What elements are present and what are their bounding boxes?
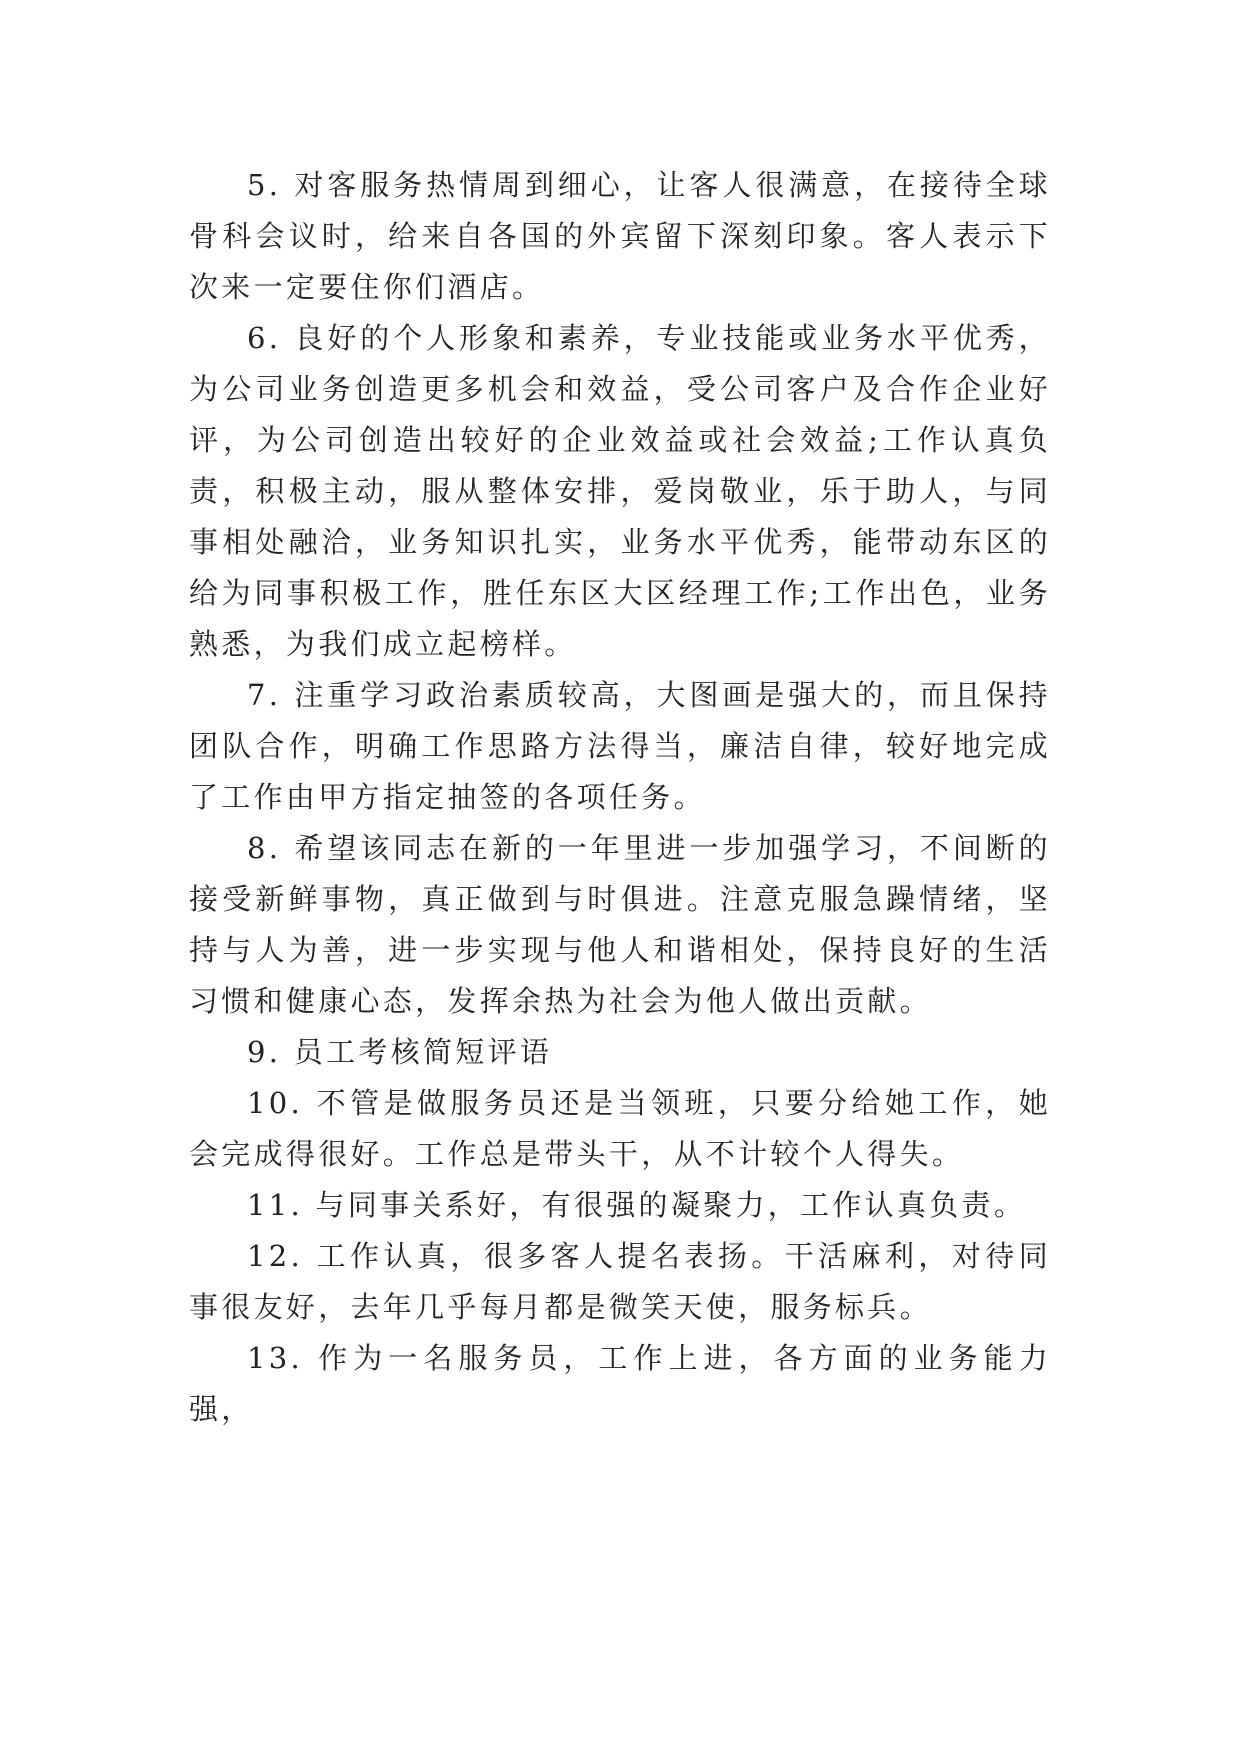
document-body [189, 160, 1051, 1435]
paragraph-13: 13. 作为一名服务员，工作上进，各方面的业务能力强， [189, 1341, 1051, 1426]
paragraph-6: 6. 良好的个人形象和素养，专业技能或业务水平优秀，为公司业务创造更多机会和效益，受公司客户及合作企业好评，为公司创造出较好的企业效益或社会效益;工作认真负责，积极主动，服从整体安排，爱岗敬业，乐于助人，与同事相处融洽，业务知识扎实，业务水平优秀，能带动东区的给为同事积极工作，胜任东区大区经理工作;工作出色，业务熟悉，为我们成立起榜样。 [189, 321, 1051, 661]
paragraph-10: 10. 不管是做服务员还是当领班，只要分给她工作，她会完成得很好。工作总是带头干，从不计较个人得失。 [189, 1086, 1051, 1171]
paragraph-12: 12. 工作认真，很多客人提名表扬。干活麻利，对待同事很友好，去年几乎每月都是微笑天使，服务标兵。 [189, 1239, 1051, 1324]
paragraph-9-heading: 9. 员工考核简短评语 [247, 1035, 553, 1069]
paragraph-5: 5. 对客服务热情周到细心，让客人很满意，在接待全球骨科会议时，给来自各国的外宾留下深刻印象。客人表示下次来一定要住你们酒店。 [189, 168, 1051, 304]
paragraph-8: 8. 希望该同志在新的一年里进一步加强学习，不间断的接受新鲜事物，真正做到与时俱进。注意克服急躁情绪，坚持与人为善，进一步实现与他人和谐相处，保持良好的生活习惯和健康心态，发挥余热为社会为他人做出贡献。 [189, 831, 1051, 1018]
paragraph-7: 7. 注重学习政治素质较高，大图画是强大的，而且保持团队合作，明确工作思路方法得当，廉洁自律，较好地完成了工作由甲方指定抽签的各项任务。 [189, 678, 1051, 814]
paragraph-11: 11. 与同事关系好，有很强的凝聚力，工作认真负责。 [247, 1188, 1027, 1222]
